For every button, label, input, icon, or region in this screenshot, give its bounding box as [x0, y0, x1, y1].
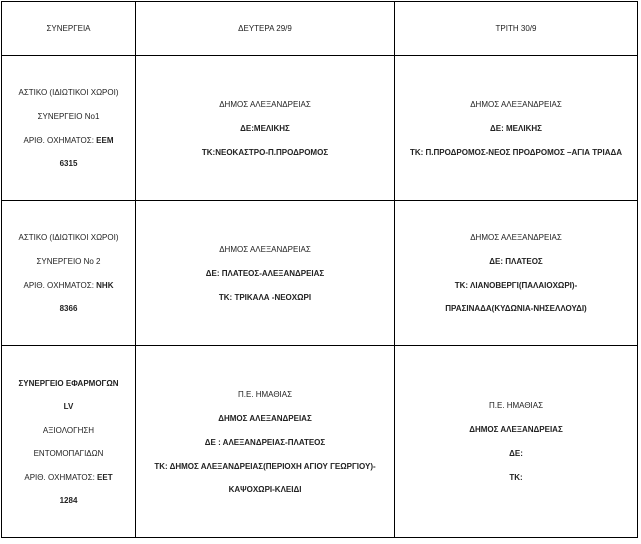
header-tuesday: ΤΡΙΤΗ 30/9	[395, 2, 638, 56]
vehicle-label: ΑΡΙΘ. ΟΧΗΜΑΤΟΣ:	[23, 136, 94, 145]
tk-line: ΤΚ: ΛΙΑΝΟΒΕΡΓΙ(ΠΑΛΑΙΟΧΩΡΙ)-	[454, 281, 578, 290]
tk-line: ΤΚ:	[509, 473, 523, 482]
header-monday: ΔΕΥΤΕΡΑ 29/9	[136, 2, 395, 56]
tk-line: ΤΚ: Π.ΠΡΟΔΡΟΜΟΣ-ΝΕΟΣ ΠΡΟΔΡΟΜΟΣ –ΑΓΙΑ ΤΡΙΑΔΑ	[409, 147, 623, 157]
de-line: ΔΕ: ΜΕΛΙΚΗΣ	[490, 123, 542, 133]
municipality: ΔΗΜΟΣ ΑΛΕΞΑΝΔΡΕΙΑΣ	[219, 244, 311, 254]
vehicle-line	[6, 135, 131, 146]
vehicle-number: 8366	[59, 304, 78, 313]
schedule-table	[1, 1, 638, 538]
tk-line-cont: ΚΑΨΟΧΩΡΙ-ΚΛΕΙΔΙ	[228, 484, 302, 494]
tuesday-cell	[395, 201, 638, 346]
crew-cell	[2, 56, 136, 201]
header-row	[2, 2, 638, 56]
vehicle-label: ΑΡΙΘ. ΟΧΗΜΑΤΟΣ:	[24, 472, 95, 482]
municipality: ΔΗΜΟΣ ΑΛΕΞΑΝΔΡΕΙΑΣ	[470, 99, 562, 109]
monday-cell	[136, 56, 395, 201]
crew-eval-cont: ΕΝΤΟΜΟΠΑΓΙΔΩΝ	[33, 448, 104, 458]
region: Π.Ε. ΗΜΑΘΙΑΣ	[237, 389, 293, 399]
table-row	[2, 56, 638, 201]
vehicle-line	[6, 472, 131, 483]
tk-line: ΤΚ: ΔΗΜΟΣ ΑΛΕΞΑΝΔΡΕΙΑΣ(ΠΕΡΙΟΧΗ ΑΓΙΟΥ ΓΕΩΡΓΙΟΥ)-	[154, 461, 376, 471]
header-crews: ΣΥΝΕΡΓΕΙΑ	[2, 2, 136, 56]
vehicle-plate: ΕΕΤ	[97, 472, 113, 482]
municipality: ΔΗΜΟΣ ΑΛΕΞΑΝΔΡΕΙΑΣ	[470, 233, 562, 242]
crew-name-cont: LV	[63, 401, 74, 411]
crew-cell	[2, 201, 136, 346]
vehicle-number: 1284	[59, 495, 78, 505]
crew-cell	[2, 346, 136, 538]
municipality: ΔΗΜΟΣ ΑΛΕΞΑΝΔΡΕΙΑΣ	[219, 99, 311, 109]
vehicle-label: ΑΡΙΘ. ΟΧΗΜΑΤΟΣ:	[23, 281, 94, 290]
monday-cell	[136, 346, 395, 538]
tuesday-cell	[395, 346, 638, 538]
de-line: ΔΕ:	[509, 449, 523, 458]
de-line: ΔΕ:ΜΕΛΙΚΗΣ	[240, 123, 290, 133]
tuesday-cell	[395, 56, 638, 201]
crew-name: ΣΥΝΕΡΓΕΙΟ Νο1	[37, 112, 100, 121]
de-line: ΔΕ : ΑΛΕΞΑΝΔΡΕΙΑΣ-ΠΛΑΤΕΟΣ	[204, 437, 326, 447]
monday-cell	[136, 201, 395, 346]
crew-name: ΣΥΝΕΡΓΕΙΟ ΕΦΑΡΜΟΓΩΝ	[18, 378, 119, 388]
table-row	[2, 201, 638, 346]
tk-line: ΤΚ:ΝΕΟΚΑΣΤΡΟ-Π.ΠΡΟΔΡΟΜΟΣ	[201, 147, 329, 157]
tk-line: ΤΚ: ΤΡΙΚΑΛΑ -ΝΕΟΧΩΡΙ	[218, 292, 312, 302]
crew-type: ΑΣΤΙΚΟ (ΙΔΙΩΤΙΚΟΙ ΧΩΡΟΙ)	[18, 233, 119, 242]
crew-eval: ΑΞΙΟΛΟΓΗΣΗ	[42, 425, 95, 435]
vehicle-line	[6, 280, 131, 291]
vehicle-plate: ΕΕΜ	[96, 136, 114, 145]
vehicle-plate: ΝΗΚ	[96, 281, 114, 290]
municipality: ΔΗΜΟΣ ΑΛΕΞΑΝΔΡΕΙΑΣ	[218, 413, 312, 423]
tk-line-cont: ΠΡΑΣΙΝΑΔΑ(ΚΥΔΩΝΙΑ-ΝΗΣΕΛΛΟΥΔΙ)	[445, 304, 587, 313]
table-row	[2, 346, 638, 538]
de-line: ΔΕ: ΠΛΑΤΕΟΣ	[489, 257, 543, 266]
crew-name: ΣΥΝΕΡΓΕΙΟ Νο 2	[36, 257, 101, 266]
vehicle-number: 6315	[59, 159, 78, 168]
municipality: ΔΗΜΟΣ ΑΛΕΞΑΝΔΡΕΙΑΣ	[469, 425, 563, 434]
crew-type: ΑΣΤΙΚΟ (ΙΔΙΩΤΙΚΟΙ ΧΩΡΟΙ)	[18, 88, 119, 97]
region: Π.Ε. ΗΜΑΘΙΑΣ	[488, 401, 544, 410]
de-line: ΔΕ: ΠΛΑΤΕΟΣ-ΑΛΕΞΑΝΔΡΕΙΑΣ	[205, 268, 325, 278]
